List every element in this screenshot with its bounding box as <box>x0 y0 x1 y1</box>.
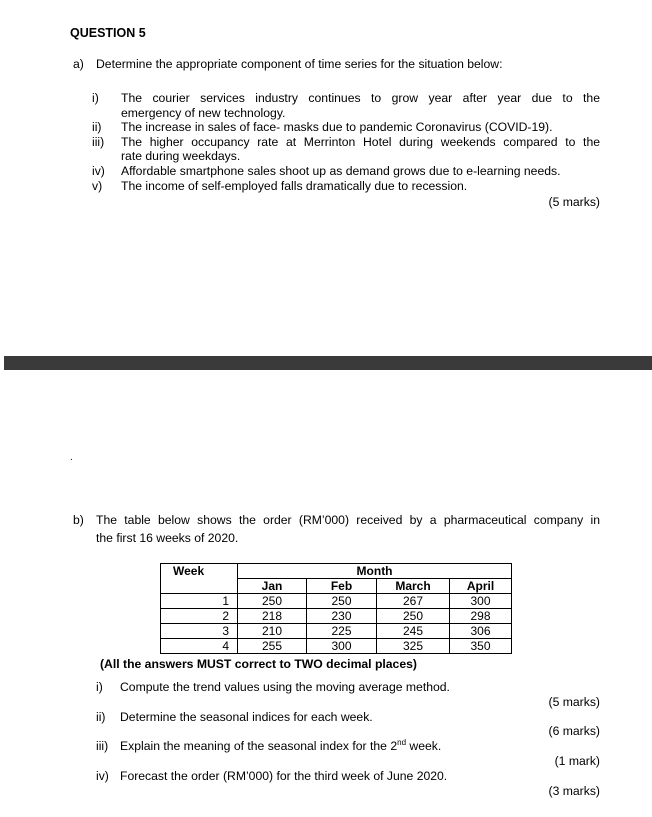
table-row <box>161 639 512 654</box>
month-col-header: April <box>450 579 512 594</box>
subpart-number: iii) <box>96 739 109 753</box>
week-cell: 1 <box>161 594 238 609</box>
item-text: The increase in sales of face- masks due to pandemic Coronavirus (COVID-19). <box>121 120 553 135</box>
value-cell: 298 <box>450 609 512 624</box>
item-text: The courier services industry continues to grow year after year due to the <box>121 91 600 105</box>
part-a-label: a) <box>73 57 84 71</box>
precision-note: (All the answers MUST correct to TWO decimal places) <box>100 657 417 671</box>
part-a-prompt: Determine the appropriate component of time series for the situation below: <box>96 57 503 71</box>
list-item <box>92 179 600 194</box>
value-cell: 300 <box>307 639 377 654</box>
page-divider <box>4 356 652 370</box>
value-cell: 306 <box>450 624 512 639</box>
subpart-2-marks: (6 marks) <box>548 724 600 738</box>
subpart-number: iv) <box>96 769 109 783</box>
part-a-list <box>92 91 600 193</box>
list-item <box>92 91 600 120</box>
subpart-text: Forecast the order (RM’000) for the third week of June 2020. <box>120 769 448 783</box>
week-header: Week <box>161 564 238 594</box>
value-cell: 230 <box>307 609 377 624</box>
value-cell: 245 <box>377 624 450 639</box>
item-number: iii) <box>92 134 105 149</box>
value-cell: 250 <box>377 609 450 624</box>
week-cell: 2 <box>161 609 238 624</box>
subpart-text: Compute the trend values using the moving average method. <box>120 680 450 694</box>
item-number: i) <box>92 91 99 105</box>
subpart-text-after: week. <box>406 739 442 753</box>
item-text: The income of self-employed falls dramatically due to recession. <box>121 178 468 193</box>
item-number: iv) <box>92 163 105 178</box>
subpart-text <box>120 739 441 753</box>
item-number: v) <box>92 178 103 193</box>
list-item <box>92 164 600 179</box>
list-item <box>92 120 600 135</box>
week-cell: 3 <box>161 624 238 639</box>
month-header: Month <box>238 564 512 579</box>
subpart-number: ii) <box>96 710 106 724</box>
value-cell: 255 <box>238 639 307 654</box>
value-cell: 267 <box>377 594 450 609</box>
subpart-4-marks: (3 marks) <box>548 784 600 798</box>
part-b-label: b) <box>73 513 84 527</box>
month-col-header: Jan <box>238 579 307 594</box>
table-row <box>161 594 512 609</box>
orders-table <box>160 563 512 654</box>
table-row <box>161 624 512 639</box>
month-col-header: Feb <box>307 579 377 594</box>
item-text-cont: rate during weekdays. <box>121 149 241 164</box>
value-cell: 210 <box>238 624 307 639</box>
value-cell: 250 <box>238 594 307 609</box>
subpart-text-before: Explain the meaning of the seasonal index for the 2 <box>120 739 398 753</box>
value-cell: 350 <box>450 639 512 654</box>
subpart-number: i) <box>96 680 103 694</box>
part-b-prompt-cont: the first 16 weeks of 2020. <box>96 531 239 545</box>
value-cell: 225 <box>307 624 377 639</box>
value-cell: 325 <box>377 639 450 654</box>
part-a-marks: (5 marks) <box>548 195 600 209</box>
list-item <box>92 135 600 164</box>
value-cell: 300 <box>450 594 512 609</box>
question-title: QUESTION 5 <box>70 26 146 40</box>
stray-dot: . <box>70 452 73 463</box>
item-number: ii) <box>92 120 102 135</box>
week-cell: 4 <box>161 639 238 654</box>
month-col-header: March <box>377 579 450 594</box>
table-row <box>161 609 512 624</box>
subpart-text: Determine the seasonal indices for each week. <box>120 710 373 724</box>
value-cell: 250 <box>307 594 377 609</box>
subpart-3-marks: (1 mark) <box>554 754 600 768</box>
item-text: Affordable smartphone sales shoot up as demand grows due to e-learning needs. <box>121 163 561 178</box>
item-text-cont: emergency of new technology. <box>121 105 286 120</box>
part-b-prompt: The table below shows the order (RM’000) received by a pharmaceutical company in <box>96 513 600 527</box>
ordinal-superscript: nd <box>397 737 407 747</box>
subpart-1-marks: (5 marks) <box>548 695 600 709</box>
value-cell: 218 <box>238 609 307 624</box>
item-text: The higher occupancy rate at Merrinton Hotel during weekends compared to the <box>121 134 600 149</box>
